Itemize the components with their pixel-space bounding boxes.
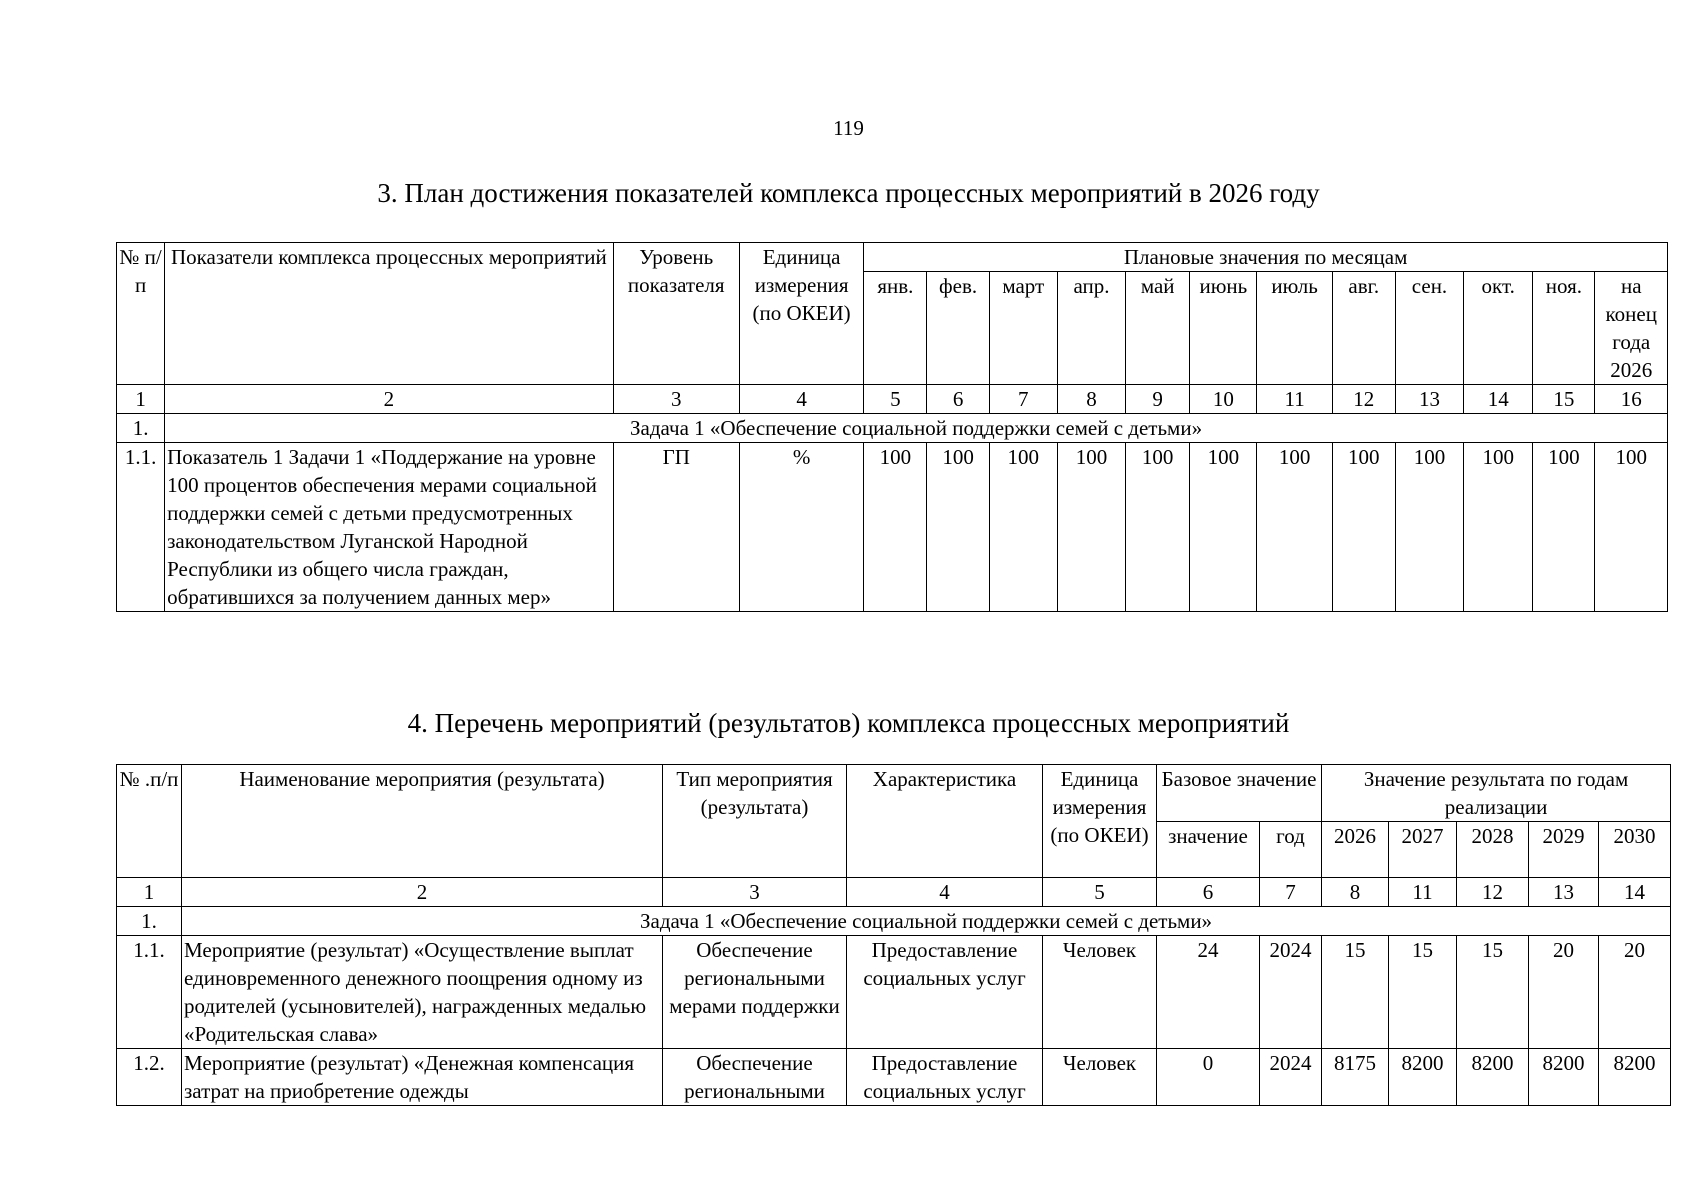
month-value: 100	[1395, 443, 1463, 612]
header-month: фев.	[927, 272, 989, 385]
col-number: 3	[613, 385, 739, 414]
col-number: 3	[663, 878, 847, 907]
col-number: 15	[1533, 385, 1595, 414]
header-characteristic: Характеристика	[847, 765, 1043, 878]
indicators-plan-table	[116, 242, 1668, 612]
activity-characteristic: Предоставление социальных услуг	[847, 936, 1043, 1049]
indicator-name: Показатель 1 Задачи 1 «Поддержание на уровне 100 процентов обеспечения мерами социальной поддержки семей с детьми предусмотренных законодательством Луганской Народной Республики из общего числа граждан, обратившихся за получением данных мер»	[165, 443, 613, 612]
activities-list-table	[116, 764, 1671, 1106]
col-number: 10	[1190, 385, 1257, 414]
activity-name: Мероприятие (результат) «Денежная компенсация затрат на приобретение одежды	[182, 1049, 663, 1106]
col-number: 14	[1599, 878, 1671, 907]
col-number: 6	[1157, 878, 1260, 907]
month-value: 100	[864, 443, 927, 612]
year-value: 15	[1322, 936, 1389, 1049]
activity-unit: Человек	[1043, 1049, 1157, 1106]
col-number: 11	[1257, 385, 1332, 414]
header-base: Базовое значение	[1157, 765, 1322, 822]
col-number: 13	[1529, 878, 1599, 907]
header-unit: Единица измерения (по ОКЕИ)	[1043, 765, 1157, 878]
year-value: 15	[1389, 936, 1457, 1049]
header-indicators: Показатели комплекса процессных мероприятий	[165, 243, 613, 385]
activity-type: Обеспечение региональными мерами поддержки	[663, 936, 847, 1049]
table4-task-row	[117, 907, 1671, 936]
activity-type: Обеспечение региональными	[663, 1049, 847, 1106]
base-value: 0	[1157, 1049, 1260, 1106]
col-number: 1	[117, 385, 165, 414]
header-month: июнь	[1190, 272, 1257, 385]
col-number: 5	[1043, 878, 1157, 907]
indicator-level: ГП	[613, 443, 739, 612]
task-label: Задача 1 «Обеспечение социальной поддержки семей с детьми»	[165, 414, 1668, 443]
base-year: 2024	[1260, 1049, 1322, 1106]
header-num: № п/п	[117, 243, 165, 385]
year-value: 20	[1599, 936, 1671, 1049]
section-4-title: 4. Перечень мероприятий (результатов) комплекса процессных мероприятий	[407, 708, 1290, 738]
header-month: март	[989, 272, 1057, 385]
month-value: 100	[989, 443, 1057, 612]
col-number: 4	[847, 878, 1043, 907]
month-value: 100	[1190, 443, 1257, 612]
table4-header-row-1	[117, 765, 1671, 822]
header-month: апр.	[1057, 272, 1125, 385]
row-num: 1.2.	[117, 1049, 182, 1106]
header-month: ноя.	[1533, 272, 1595, 385]
header-planned-by-month: Плановые значения по месяцам	[864, 243, 1668, 272]
header-level: Уровень показателя	[613, 243, 739, 385]
year-value: 8175	[1322, 1049, 1389, 1106]
header-month: июль	[1257, 272, 1332, 385]
header-month: янв.	[864, 272, 927, 385]
year-value: 15	[1457, 936, 1529, 1049]
task-num: 1.	[117, 414, 165, 443]
header-year-end: на конец года 2026	[1595, 272, 1668, 385]
header-year: 2028	[1457, 822, 1529, 878]
task-label: Задача 1 «Обеспечение социальной поддержки семей с детьми»	[182, 907, 1671, 936]
table-row	[117, 936, 1671, 1049]
header-num: № .п/п	[117, 765, 182, 878]
header-unit: Единица измерения (по ОКЕИ)	[739, 243, 863, 385]
header-month: сен.	[1395, 272, 1463, 385]
table-row	[117, 1049, 1671, 1106]
month-value: 100	[1464, 443, 1533, 612]
col-number: 8	[1322, 878, 1389, 907]
header-result-by-years: Значение результата по годам реализации	[1322, 765, 1671, 822]
col-number: 12	[1332, 385, 1395, 414]
col-number: 6	[927, 385, 989, 414]
activity-name: Мероприятие (результат) «Осуществление выплат единовременного денежного поощрения одному из родителей (усыновителей), награжденных медалью «Родительская слава»	[182, 936, 663, 1049]
month-value: 100	[1332, 443, 1395, 612]
col-number: 2	[165, 385, 613, 414]
year-value: 20	[1529, 936, 1599, 1049]
year-value: 8200	[1529, 1049, 1599, 1106]
section-3-title: 3. План достижения показателей комплекса процессных мероприятий в 2026 году	[377, 178, 1320, 208]
col-number: 7	[989, 385, 1057, 414]
col-number: 16	[1595, 385, 1668, 414]
col-number: 9	[1126, 385, 1190, 414]
table3-column-numbers	[117, 385, 1668, 414]
year-value: 8200	[1457, 1049, 1529, 1106]
header-month: авг.	[1332, 272, 1395, 385]
activity-characteristic: Предоставление социальных услуг	[847, 1049, 1043, 1106]
month-value: 100	[1057, 443, 1125, 612]
col-number: 5	[864, 385, 927, 414]
header-month: май	[1126, 272, 1190, 385]
row-num: 1.1.	[117, 443, 165, 612]
row-num: 1.1.	[117, 936, 182, 1049]
table3-task-row	[117, 414, 1668, 443]
table3-header-row-1	[117, 243, 1668, 272]
page-number: 119	[833, 116, 864, 140]
header-base-year: год	[1260, 822, 1322, 878]
month-value: 100	[1257, 443, 1332, 612]
activity-unit: Человек	[1043, 936, 1157, 1049]
table-row	[117, 443, 1668, 612]
header-type: Тип мероприятия (результата)	[663, 765, 847, 878]
indicator-unit: %	[739, 443, 863, 612]
header-name: Наименование мероприятия (результата)	[182, 765, 663, 878]
col-number: 11	[1389, 878, 1457, 907]
header-year: 2030	[1599, 822, 1671, 878]
month-value: 100	[927, 443, 989, 612]
col-number: 4	[739, 385, 863, 414]
col-number: 12	[1457, 878, 1529, 907]
header-month: окт.	[1464, 272, 1533, 385]
year-end-value: 100	[1595, 443, 1668, 612]
header-base-value: значение	[1157, 822, 1260, 878]
year-value: 8200	[1389, 1049, 1457, 1106]
base-year: 2024	[1260, 936, 1322, 1049]
col-number: 1	[117, 878, 182, 907]
col-number: 14	[1464, 385, 1533, 414]
col-number: 13	[1395, 385, 1463, 414]
month-value: 100	[1126, 443, 1190, 612]
col-number: 7	[1260, 878, 1322, 907]
header-year: 2029	[1529, 822, 1599, 878]
header-year: 2026	[1322, 822, 1389, 878]
table4-column-numbers	[117, 878, 1671, 907]
col-number: 2	[182, 878, 663, 907]
header-year: 2027	[1389, 822, 1457, 878]
base-value: 24	[1157, 936, 1260, 1049]
year-value: 8200	[1599, 1049, 1671, 1106]
month-value: 100	[1533, 443, 1595, 612]
task-num: 1.	[117, 907, 182, 936]
col-number: 8	[1057, 385, 1125, 414]
